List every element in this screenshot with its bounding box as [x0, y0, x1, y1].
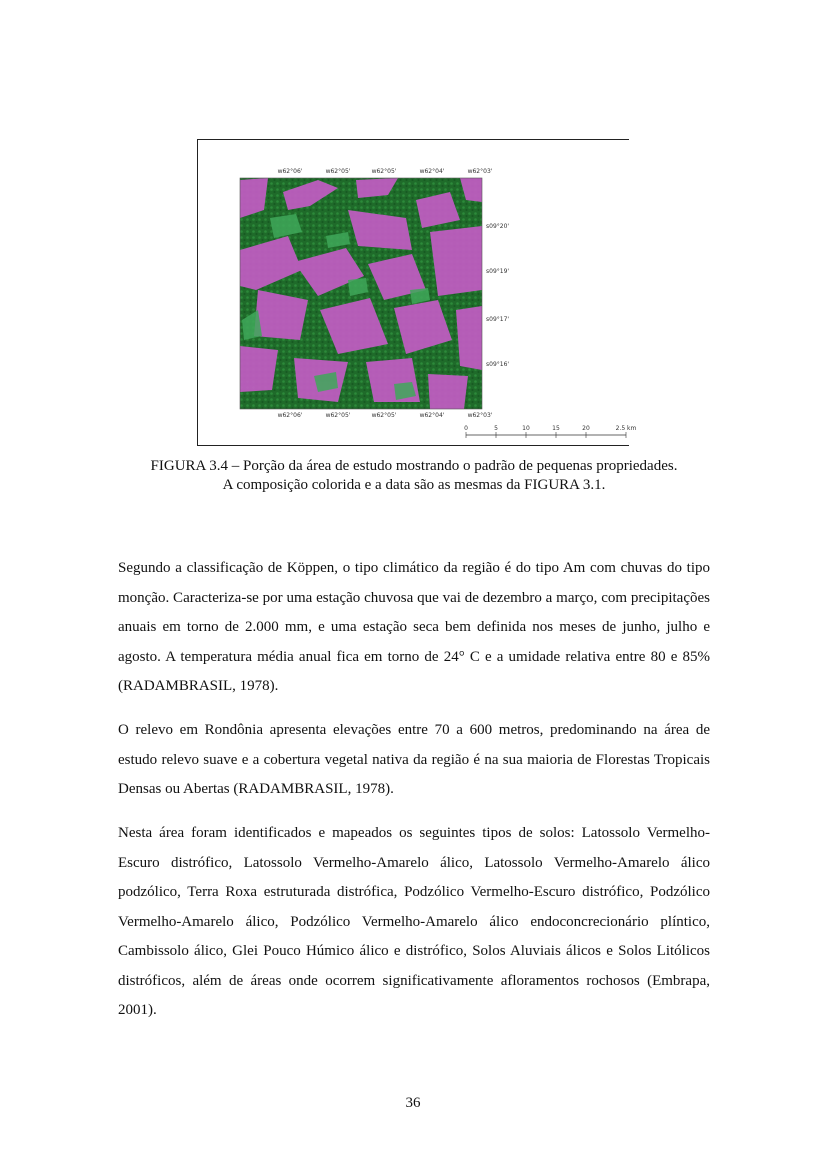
scale-tick-label: 10: [522, 425, 530, 432]
scale-tick-label: 15: [552, 425, 560, 432]
caption-line-2: A composição colorida e a data são as mesmas da FIGURA 3.1.: [222, 477, 606, 493]
paragraph-climate: Segundo a classificação de Köppen, o tipo climático da região é do tipo Am com chuvas do tipo monção. Caracteriza-se por uma estação chuvosa que vai de dezembro a março, com precipitações anuais em torno de 2.000 mm, e uma estação seca bem definida nos meses de junho, julho e agosto. A temperatura média anual fica em torno de 24° C e a umidade relativa entre 80 e 85% (RADAMBRASIL, 1978).: [118, 560, 710, 694]
right-latitude-labels: [486, 223, 509, 368]
top-longitude-label: w62°06': [277, 168, 303, 175]
bottom-longitude-label: w62°03': [467, 412, 493, 419]
figure-frame: [197, 139, 637, 446]
right-latitude-label: s09°20': [486, 223, 510, 230]
right-latitude-label: s09°19': [486, 268, 510, 275]
top-longitude-label: w62°04': [419, 168, 445, 175]
page-number: 36: [405, 1095, 421, 1111]
bottom-longitude-labels: [278, 412, 493, 419]
top-longitude-label: w62°05': [371, 168, 397, 175]
scale-tick-label: 2.5 km: [615, 425, 637, 432]
top-longitude-label: w62°03': [467, 168, 493, 175]
scale-tick-label: 0: [464, 425, 468, 432]
top-longitude-label: w62°05': [325, 168, 351, 175]
scale-tick-label: 20: [582, 425, 590, 432]
bottom-longitude-label: w62°05': [325, 412, 351, 419]
right-latitude-label: s09°17': [486, 316, 510, 323]
scale-tick-label: 5: [494, 425, 498, 432]
bottom-longitude-label: w62°06': [277, 412, 303, 419]
bottom-longitude-label: w62°05': [371, 412, 397, 419]
paragraph-relief: O relevo em Rondônia apresenta elevações entre 70 a 600 metros, predominando na área de estudo relevo suave e a cobertura vegetal nativa da região é na sua maioria de Florestas Tropicais Densas ou Abertas (RADAMBRASIL, 1978).: [118, 722, 710, 797]
satellite-map-figure: [198, 140, 637, 445]
bottom-longitude-label: w62°04': [419, 412, 445, 419]
right-latitude-label: s09°16': [486, 361, 510, 368]
top-longitude-labels: [278, 168, 493, 175]
caption-line-1: FIGURA 3.4 – Porção da área de estudo mostrando o padrão de pequenas propriedades.: [150, 458, 678, 474]
satellite-image: [240, 178, 482, 409]
paragraph-soils: Nesta área foram identificados e mapeados os seguintes tipos de solos: Latossolo Vermelho-Escuro distrófico, Latossolo Vermelho-Amarelo álico, Latossolo Vermelho-Amarelo álico podzólico, Terra Roxa estruturada distrófica, Podzólico Vermelho-Escuro distrófico, Podzólico Vermelho-Amarelo álico, Podzólico Vermelho-Amarelo álico endoconcrecionário plíntico, Cambissolo álico, Glei Pouco Húmico álico e distrófico, Solos Aluviais álicos e Solos Litólicos distróficos, além de áreas onde ocorrem significativamente afloramentos rochosos (Embrapa, 2001).: [118, 825, 710, 1018]
figure-caption: [118, 457, 710, 495]
scale-bar: [464, 425, 636, 438]
